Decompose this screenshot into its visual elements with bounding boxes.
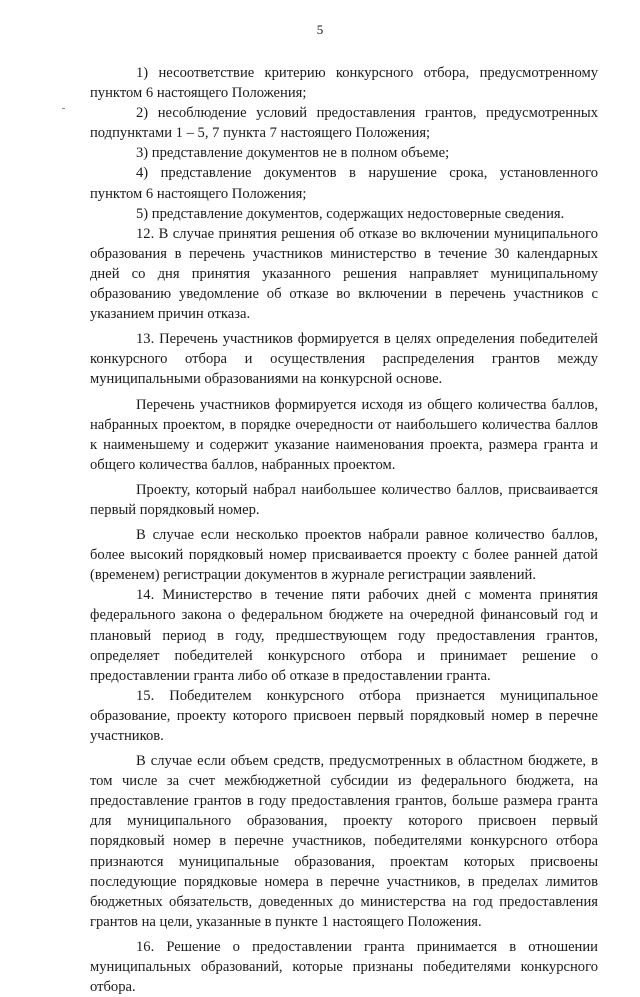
paragraph-item-3: 3) представление документов не в полном объеме; (136, 145, 450, 162)
paragraph-equal-points: В случае если несколько проектов набрали равное количество баллов, более высокий порядковый номер присваивается проекту с более ранней датой (временем) регистрации документов в журнале регистрации заявлений. (90, 527, 598, 584)
paragraph-item-4: 4) представление документов в нарушение срока, установленного пунктом 6 настоящего Положения; (90, 165, 598, 202)
paragraph-participants-list: Перечень участников формируется исходя из общего количества баллов, набранных проектом, в порядке очередности от наибольшего количества баллов к наименьшему и содержит указание наименования проекта, размера гранта и общего количества баллов, набранных проектом. (90, 396, 598, 473)
page-number: 5 (316, 22, 324, 37)
scan-artifact (62, 108, 65, 109)
paragraph-clause-14: 14. Министерство в течение пяти рабочих дней с момента принятия федерального закона о федеральном бюджете на очередной финансовый год и плановый период в году, предшествующем году предоставления грантов, определяет победителей конкурсного отбора и принимает решение о предоставлении гранта либо об отказе в предоставлении гранта. (90, 587, 598, 684)
paragraph-item-2: 2) несоблюдение условий предоставления грантов, предусмотренных подпунктами 1 – 5, 7 пункта 7 настоящего Положения; (90, 105, 598, 142)
paragraph-clause-16: 16. Решение о предоставлении гранта принимается в отношении муниципальных образований, которые признаны победителями конкурсного отбора. (90, 938, 598, 996)
paragraph-clause-12: 12. В случае принятия решения об отказе во включении муниципального образования в перечень участников министерство в течение 30 календарных дней со дня принятия указанного решения направляет муниципальному образованию уведомление об отказе во включении в перечень участников с указанием причин отказа. (90, 225, 598, 323)
paragraph-funding-volume: В случае если объем средств, предусмотренных в областном бюджете, в том числе за счет межбюджетной субсидии из федерального бюджета, на предоставление грантов в году предоставления грантов, больше размера гранта для муниципального образования, проекту которого присвоен первый порядковый номер в перечне участников, победителями конкурсного отбора признаются муниципальные образования, проектам которых присвоены последующие порядковые номера в перечне участников, в пределах лимитов бюджетных обязательств, доведенных до министерства на год предоставления грантов на цели, указанные в пункте 1 настоящего Положения. (90, 753, 598, 930)
paragraph-clause-15: 15. Победителем конкурсного отбора признается муниципальное образование, проекту которого присвоен первый порядковый номер в перечне участников. (90, 687, 598, 744)
paragraph-item-5: 5) представление документов, содержащих недостоверные сведения. (136, 205, 565, 222)
document-body (90, 63, 598, 997)
paragraph-clause-13: 13. Перечень участников формируется в целях определения победителей конкурсного отбора и осуществления распределения грантов между муниципальными образованиями на конкурсной основе. (90, 331, 598, 388)
paragraph-item-1: 1) несоответствие критерию конкурсного отбора, предусмотренному пунктом 6 настоящего Положения; (90, 65, 598, 102)
paragraph-first-number: Проекту, который набрал наибольшее количество баллов, присваивается первый порядковый номер. (90, 481, 598, 518)
